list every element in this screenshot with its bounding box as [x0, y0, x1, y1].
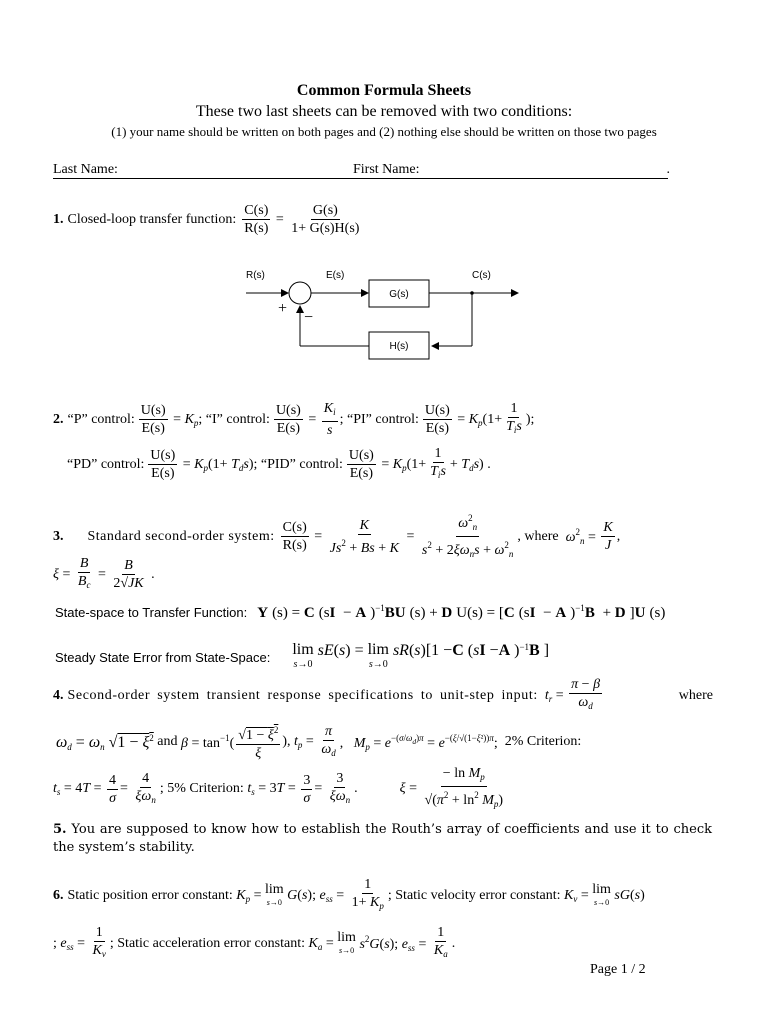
item4-row3: $t_s = 4T$ = $\frac{4}{\sigma}$ = $\frac{4}{\xi\omega_n}$ ; 5% Criterion: $t_s = 3T$ = $\frac{3}{\sigma}$ = $\frac{3}{\xi\omega_n}$ . ξ = $\frac{- \ln M_p}{√(\pi^2 + \ln^2 M_p)}$	[53, 766, 504, 809]
item1-lhs-fraction	[242, 202, 270, 237]
minus-sign: −	[304, 309, 314, 326]
item4-where: where	[678, 687, 713, 703]
c-label: C(s)	[472, 270, 491, 281]
summing-junction	[289, 282, 311, 304]
item3-row2: ξ = $\frac{B}{B_c}$ = $\frac{B}{2√JK}$ .	[53, 556, 155, 591]
item3-where: , where	[517, 528, 559, 544]
velocity-constant-label: ; Static velocity error constant:	[387, 887, 561, 903]
item1-row: 1. Closed-loop transfer function: $\frac{C(s)}{R(s)}$ = $\frac{G(s)}{1+ G(s)H(s)}$	[53, 203, 360, 236]
pd-control-label: “PD” control:	[67, 456, 145, 472]
position-constant-label: Static position error constant:	[67, 887, 233, 903]
item2-row2: “PD” control: $\frac{U(s)}{E(s)}$ = $K_p(1+ T_ds)$; “PID” control: $\frac{U(s)}{E(s)}$ = $K_p(1+$ $\frac{1}{T_is}$ + $T_ds$) .	[67, 446, 491, 481]
i-control-label: “I” control:	[205, 411, 270, 427]
h-block-label: H(s)	[389, 341, 409, 352]
steady-state-row: Steady State Error from State-Space: lim s→0 sE ( s ) = lim s→0 sR ( s )[1 − C ( s I − A ) −1 B ]	[55, 641, 550, 670]
statespace-row: State-space to Transfer Function: Y (s) = C (sI − A )$^{-1}$BU (s) + D U(s) = [C (sI − A )$^{-1}$B + D ]U (s)	[55, 603, 666, 621]
item1-rhs-den: 1+ G(s)H(s)	[291, 221, 360, 236]
item6-number: 6.	[53, 887, 64, 903]
item2-row1: 2. “P” control: $\frac{U(s)}{E(s)}$ = $K_p$; “I” control: $\frac{U(s)}{E(s)}$ = $\frac{K_i}{s}$ ; “PI” control: $\frac{U(s)}{E(s)}$ = $K_p(1+$ $\frac{1}{T_is}$ );	[53, 401, 535, 438]
item4-row1: 4. Second-order system transient response specifications to unit-step input: $t_r$ = $\frac{\pi - \beta}{\omega_d}$ where	[53, 677, 713, 711]
last-name-label: Last Name:	[53, 162, 118, 177]
item5-number: 5.	[53, 822, 67, 837]
page-subtitle: These two last sheets can be removed with two conditions:	[195, 103, 573, 120]
pi-control-label: “PI” control:	[346, 411, 419, 427]
plus-sign: +	[278, 300, 288, 317]
r-label: R(s)	[246, 270, 265, 281]
item1-lhs-den: R(s)	[244, 221, 269, 236]
p-control-label: “P” control:	[67, 411, 135, 427]
item6-row2: ; $e_{ss}$ = $\frac{1}{K_v}$ ; Static acceleration error constant: $K_a$ = lim s→0 $s^2G(s)$; $e_{ss}$ = $\frac{1}{K_a}$ .	[53, 925, 456, 959]
item1-number: 1.	[53, 211, 64, 227]
page-number: Page 1 / 2	[590, 962, 646, 977]
item3-label: Standard second-order system:	[87, 528, 275, 544]
item6-row1: 6. Static position error constant: $K_p$ = lim s→0 G(s); $e_{ss}$ = $\frac{1}{1+ K_p}$ ; Static velocity error constant: $K_v$ = lim s→0 sG(s)	[53, 877, 645, 911]
e-label: E(s)	[326, 270, 345, 281]
name-fields	[53, 162, 668, 179]
item3-number: 3.	[53, 528, 64, 544]
item2-number: 2.	[53, 411, 64, 427]
item3-row1: 3. Standard second-order system: $\frac{C(s)}{R(s)}$ = $\frac{K}{Js^2 + Bs + K}$ = $\frac{\omega^2_n}{s^2 + 2\xi\omega_ns + \omega^2_n}$ , where $\omega^2_n$ = $\frac{K}{J}$ ,	[53, 510, 620, 563]
item5-text: You are supposed to know how to establish the Routh’s array of coefficients and use it to check the system’s stability.	[53, 822, 713, 855]
g-block-label: G(s)	[389, 289, 409, 300]
item1-lhs-num: C(s)	[244, 203, 269, 218]
steady-state-label: Steady State Error from State-Space:	[55, 649, 271, 665]
item1-label: Closed-loop transfer function:	[67, 211, 237, 227]
conditions-text: (1) your name should be written on both pages and (2) nothing else should be written on those two pages	[111, 124, 657, 139]
criterion-5pct: ; 5% Criterion:	[159, 781, 244, 796]
statespace-label: State-space to Transfer Function:	[55, 605, 248, 620]
item5-paragraph	[53, 821, 712, 857]
end-dot: .	[666, 162, 670, 177]
item4-label: Second-order system transient response specifications to unit-step input:	[67, 687, 538, 703]
page-title: Common Formula Sheets	[296, 82, 472, 99]
item1-rhs-num: G(s)	[312, 203, 338, 218]
pid-control-label: “PID” control:	[260, 456, 343, 472]
item1-rhs-fraction	[289, 202, 361, 237]
acceleration-constant-label: ; Static acceleration error constant:	[109, 935, 306, 951]
item4-number: 4.	[53, 687, 64, 703]
feedback-block-diagram	[238, 262, 528, 362]
first-name-label: First Name:	[353, 162, 420, 177]
criterion-2pct: 2% Criterion:	[504, 734, 582, 749]
item4-row2: $\omega_d = \omega_n$ $√1 - \xi^2$ and $\beta = \tan^{-1}$( $\frac{√1 - \xi^2}{\xi}$ ), $t_p$ = $\frac{\pi}{\omega_d}$ , $M_p = e^{-(\sigma/\omega_d)\pi} = e^{-(\xi/√(1-\xi^2))\pi}$; 2% Criterion:	[56, 723, 582, 761]
